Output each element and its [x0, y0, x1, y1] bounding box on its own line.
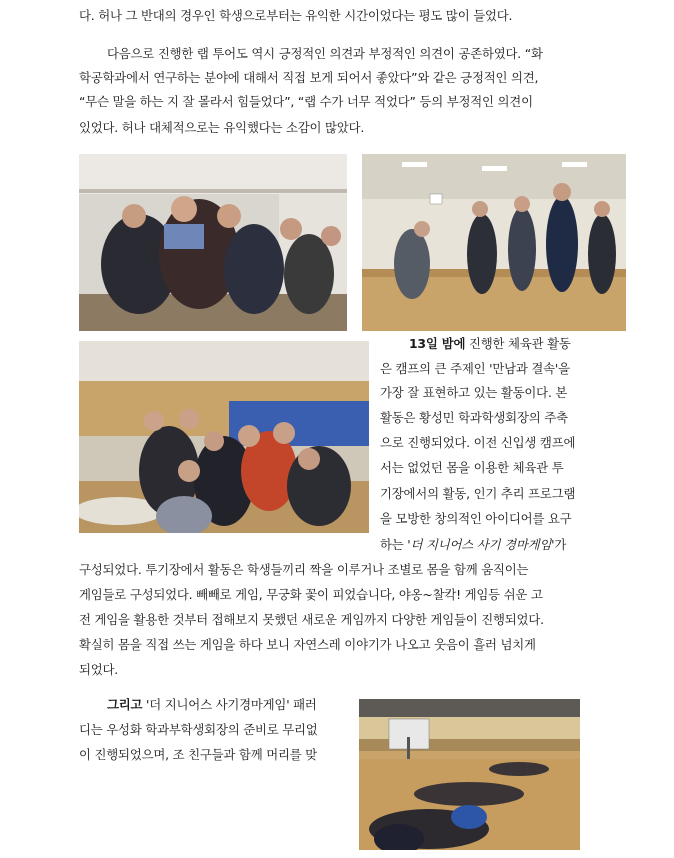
paragraph-line: 은 캠프의 큰 주제인 '만남과 결속'을	[380, 361, 570, 376]
paragraph-line: 있었다. 허나 대체적으로는 유익했다는 소감이 많았다.	[79, 120, 365, 135]
paragraph-line: 다음으로 진행한 랩 투어도 역시 긍정적인 의견과 부정적인 의견이 공존하였다. “화	[107, 46, 543, 61]
paragraph-line: 게임들로 구성되었다. 빼빼로 게임, 무궁화 꽃이 피었습니다, 야옹~찰칵! 게임등 쉬운 고	[79, 587, 543, 602]
paragraph-line: 활동은 황성민 학과학생회장의 주축	[380, 410, 568, 425]
bold-lead: 13일 밤에	[409, 336, 466, 351]
students-piggyback-game-photo	[79, 154, 347, 331]
paragraph-line: 서는 없었던 몸을 이용한 체육관 투	[380, 460, 564, 475]
paragraph-line: 으로 진행되었다. 이전 신입생 캠프에	[380, 435, 576, 450]
paragraph-line: 전 게임을 활용한 것부터 접해보지 못했던 새로운 게임까지 다양한 게임들이 진행되었다.	[79, 612, 544, 627]
paragraph-line: 이 진행되었으며, 조 친구들과 함께 머리를 맞	[79, 747, 318, 762]
paragraph-line: 기장에서의 활동, 인기 추리 프로그램	[380, 486, 576, 501]
group-selfie-gym-photo	[79, 341, 369, 533]
paragraph-line: 되었다.	[79, 662, 119, 677]
game-title: 더 지니어스 사기 경마게임	[410, 537, 552, 552]
paragraph-line: 을 모방한 창의적인 아이디어를 요구	[380, 511, 572, 526]
paragraph-line: 13일 밤에 진행한 체육관 활동	[409, 336, 571, 351]
paragraph-line: 다. 허나 그 반대의 경우인 학생으로부터는 유익한 시간이었다는 평도 많이 들었다.	[79, 8, 513, 23]
paragraph-line: 하는 '더 지니어스 사기 경마게임'가	[380, 537, 567, 552]
paragraph-line: 가장 잘 표현하고 있는 활동이다. 본	[380, 385, 568, 400]
gym-stretching-game-photo	[362, 154, 626, 331]
paragraph-line: 학공학과에서 연구하는 분야에 대해서 직접 보게 되어서 좋았다”와 같은 긍정적인 의견,	[79, 70, 539, 85]
paragraph-line: 구성되었다. 투기장에서 활동은 학생들끼리 짝을 이루거나 조별로 몸을 함께 움직이는	[79, 562, 529, 577]
paragraph-line: 디는 우성화 학과부학생회장의 준비로 무리없	[79, 722, 318, 737]
paragraph-line: 그리고 '더 지니어스 사기경마게임' 패러	[107, 697, 317, 712]
paragraph-line: 확실히 몸을 직접 쓰는 게임을 하다 보니 자연스레 이야기가 나오고 웃음이 흘러 넘치게	[79, 637, 536, 652]
bold-lead: 그리고	[107, 697, 143, 712]
gymnasium-floor-groups-photo	[359, 699, 580, 850]
paragraph-line: “무슨 말을 하는 지 잘 몰라서 힘들었다”, “랩 수가 너무 적었다” 등의 부정적인 의견이	[79, 94, 533, 109]
